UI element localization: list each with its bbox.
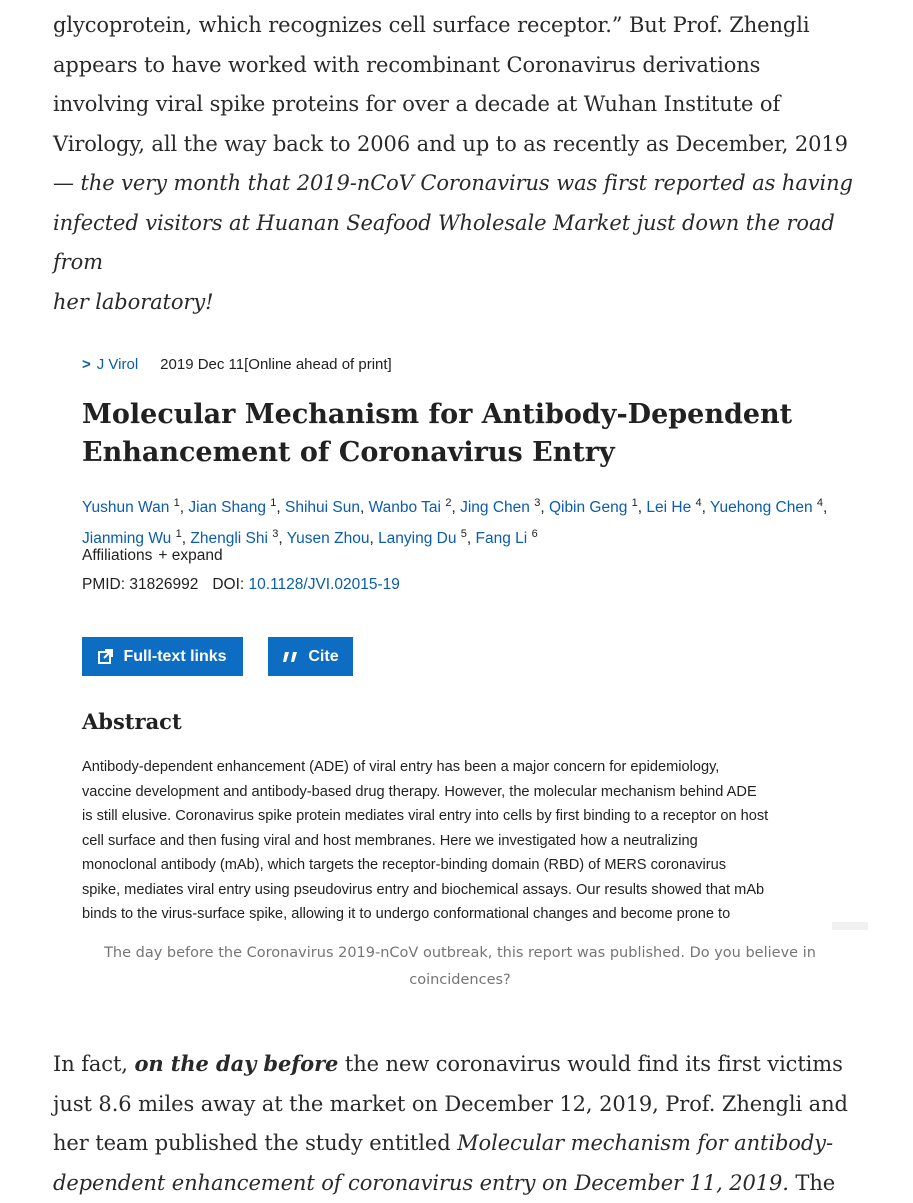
paper-title-line-2: Enhancement of Coronavirus Entry xyxy=(82,434,842,472)
journal-link[interactable]: J Virol xyxy=(97,356,138,373)
bottom-line-3 xyxy=(53,1124,873,1164)
doi-link[interactable]: 10.1128/JVI.02015-19 xyxy=(249,576,400,593)
cite-button[interactable] xyxy=(268,637,353,676)
top-line-1: glycoprotein, which recognizes cell surface receptor.” But Prof. Zhengli xyxy=(53,6,873,46)
publication-date: 2019 Dec 11[Online ahead of print] xyxy=(160,356,392,373)
full-text-links-label: Full-text links xyxy=(123,648,226,666)
doi-label: DOI: xyxy=(212,576,244,593)
top-line-2: appears to have worked with recombinant Coronavirus derivations xyxy=(53,46,873,86)
top-line-7-italic: her laboratory! xyxy=(53,290,213,314)
bottom-paragraph xyxy=(53,1044,873,1203)
affiliation-number: 3 xyxy=(272,528,278,540)
quote-icon xyxy=(282,651,298,663)
affiliations-row[interactable] xyxy=(82,547,223,565)
bottom-line-4-italic: dependent enhancement of coronavirus entry on December 11, 2019. xyxy=(53,1171,789,1195)
bottom-line-3-italic: Molecular mechanism for antibody- xyxy=(457,1131,833,1155)
affiliation-number: 1 xyxy=(270,497,276,509)
top-line-5-italic: the very month that 2019-nCoV Coronavirus was first reported as having xyxy=(80,171,852,195)
chevron-right-icon: > xyxy=(82,356,91,373)
top-paragraph xyxy=(53,6,873,322)
journal-line xyxy=(82,356,392,373)
pubmed-screenshot-embed xyxy=(70,338,870,934)
affiliation-number: 4 xyxy=(817,497,823,509)
abstract-line: monoclonal antibody (mAb), which targets the receptor-binding domain (RBD) of MERS coronavirus xyxy=(82,853,852,878)
bottom-line-1-emphasis: on the day before xyxy=(134,1051,338,1076)
author-link[interactable]: Qibin Geng xyxy=(549,499,627,516)
bottom-line-1-a: In fact, xyxy=(53,1052,134,1076)
fade-bar xyxy=(832,922,868,930)
affiliations-label: Affiliations xyxy=(82,547,152,564)
top-line-7 xyxy=(53,283,873,323)
paper-title xyxy=(82,396,842,472)
top-line-4: Virology, all the way back to 2006 and up to as recently as December, 2019 xyxy=(53,125,873,165)
author-link[interactable]: Jian Shang xyxy=(188,499,266,516)
abstract-line: is still elusive. Coronavirus spike protein mediates viral entry into cells by first binding to a receptor on host xyxy=(82,804,852,829)
author-link[interactable]: Zhengli Shi xyxy=(190,530,268,547)
affiliation-number: 1 xyxy=(174,497,180,509)
top-line-5-dash: — xyxy=(53,171,80,195)
top-line-6 xyxy=(53,204,873,283)
author-link[interactable]: Lanying Du xyxy=(378,530,456,547)
top-line-3: involving viral spike proteins for over a decade at Wuhan Institute of xyxy=(53,85,873,125)
bottom-line-4-b: The xyxy=(789,1171,835,1195)
bottom-line-1-b: the new coronavirus would find its first victims xyxy=(338,1052,843,1076)
caption-line-1: The day before the Coronavirus 2019-nCoV outbreak, this report was published. Do you believe in xyxy=(60,940,860,967)
affiliation-number: 5 xyxy=(461,528,467,540)
abstract-line: cell surface and then fusing viral and host membranes. Here we investigated how a neutralizing xyxy=(82,829,852,854)
abstract-line: vaccine development and antibody-based drug therapy. However, the molecular mechanism behind ADE xyxy=(82,780,852,805)
expand-toggle[interactable]: + expand xyxy=(158,547,222,564)
caption-line-2: coincidences? xyxy=(60,967,860,994)
cite-label: Cite xyxy=(308,648,338,666)
affiliation-number: 3 xyxy=(534,497,540,509)
affiliation-number: 2 xyxy=(445,497,451,509)
author-link[interactable]: Jianming Wu xyxy=(82,530,171,547)
author-link[interactable]: Wanbo Tai xyxy=(369,499,441,516)
bottom-line-2: just 8.6 miles away at the market on December 12, 2019, Prof. Zhengli and xyxy=(53,1085,873,1125)
author-link[interactable]: Fang Li xyxy=(476,530,528,547)
image-caption xyxy=(60,940,860,994)
abstract-line: Antibody-dependent enhancement (ADE) of viral entry has been a major concern for epidemiology, xyxy=(82,755,852,780)
author-link[interactable]: Yushun Wan xyxy=(82,499,169,516)
affiliation-number: 6 xyxy=(532,528,538,540)
author-link[interactable]: Yuehong Chen xyxy=(710,499,813,516)
affiliation-number: 1 xyxy=(176,528,182,540)
bottom-line-1 xyxy=(53,1044,873,1085)
author-link[interactable]: Yusen Zhou xyxy=(287,530,370,547)
abstract-heading: Abstract xyxy=(82,709,182,734)
abstract-line: spike, mediates viral entry using pseudovirus entry and biochemical assays. Our results showed that mAb xyxy=(82,878,852,903)
author-link[interactable]: Shihui Sun xyxy=(285,499,360,516)
external-link-icon xyxy=(98,649,113,664)
top-line-6-italic: infected visitors at Huanan Seafood Wholesale Market just down the road from xyxy=(53,211,835,275)
affiliation-number: 1 xyxy=(632,497,638,509)
abstract-text xyxy=(82,755,852,921)
identifier-row xyxy=(82,576,400,594)
author-link[interactable]: Jing Chen xyxy=(460,499,530,516)
affiliation-number: 4 xyxy=(696,497,702,509)
full-text-links-button[interactable] xyxy=(82,637,243,676)
bottom-line-3-a: her team published the study entitled xyxy=(53,1131,457,1155)
bottom-line-4 xyxy=(53,1164,873,1203)
author-link[interactable]: Lei He xyxy=(646,499,691,516)
top-line-5 xyxy=(53,164,873,204)
paper-title-line-1: Molecular Mechanism for Antibody-Dependent xyxy=(82,396,842,434)
author-list: Yushun Wan $^1$, Jian Shang $^1$, Shihui Sun, Wanbo Tai $^2$, Jing Chen $^3$, Qibin Geng $^1$, Lei He $^4$, Yuehong Chen $^4$, Jianming Wu $^1$, Zhengli Shi $^3$, Yusen Zhou, Lanying Du $^5$, Fang Li $^6$ xyxy=(82,490,842,552)
abstract-line: binds to the virus-surface spike, allowing it to undergo conformational changes and become prone to xyxy=(82,902,852,921)
pmid: PMID: 31826992 xyxy=(82,576,198,593)
